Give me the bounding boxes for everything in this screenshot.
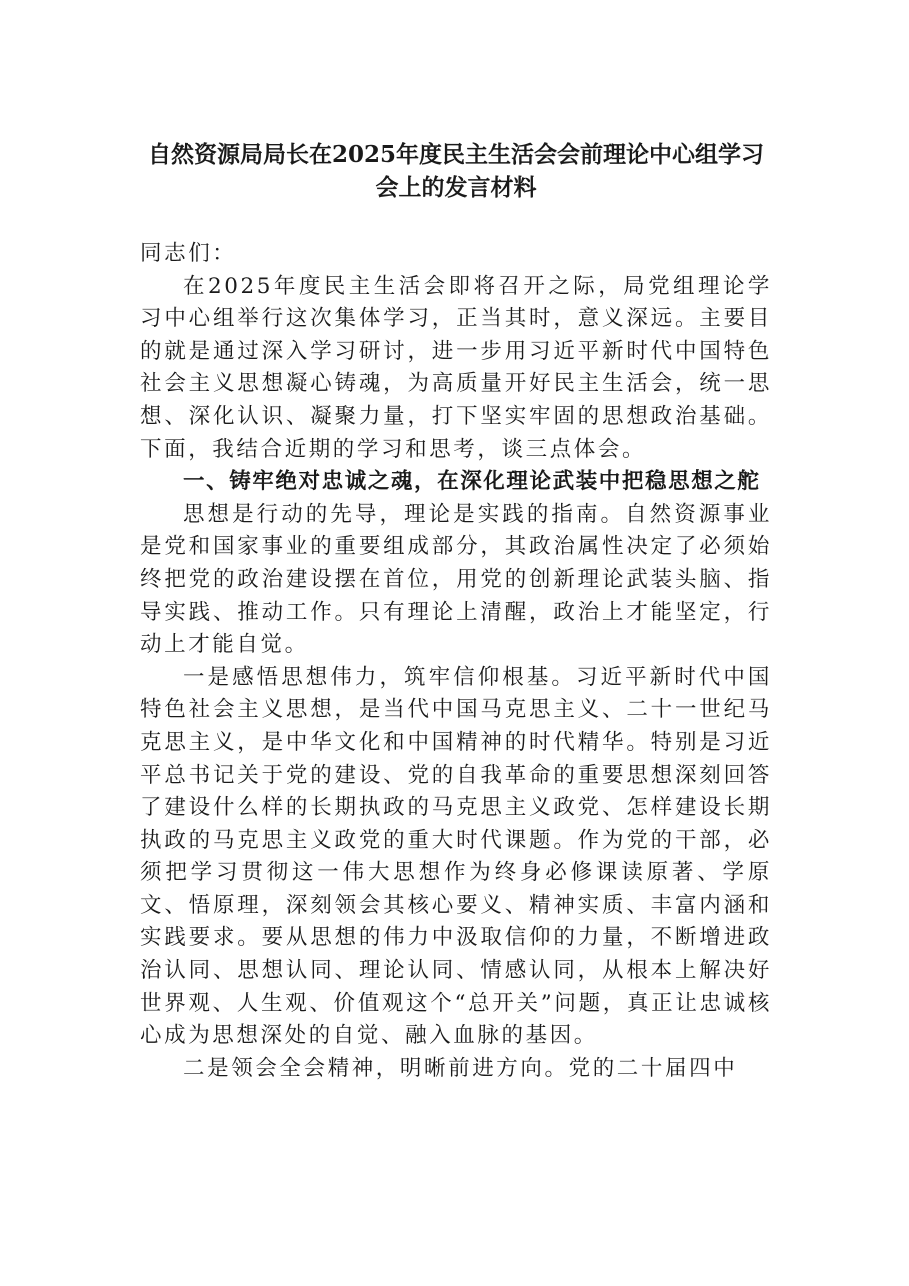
section-paragraph-2: 一是感悟思想伟力，筑牢信仰根基。习近平新时代中国特色社会主义思想，是当代中国马克思主义、二十一世纪马克思主义，是中华文化和中国精神的时代精华。特别是习近平总书记关于党的建设、党的自我革命的重要思想深刻回答了建设什么样的长期执政的马克思主义政党、怎样建设长期执政的马克思主义政党的重大时代课题。作为党的干部，必须把学习贯彻这一伟大思想作为终身必修课读原著、学原文、悟原理，深刻领会其核心要义、精神实质、丰富内涵和实践要求。要从思想的伟力中汲取信仰的力量，不断增进政治认同、思想认同、理论认同、情感认同，从根本上解决好世界观、人生观、价值观这个“总开关”问题，真正让忠诚核心成为思想深处的自觉、融入血脉的基因。	[140, 664, 772, 1049]
salutation: 同志们：	[140, 241, 237, 266]
section-paragraph-3: 二是领会全会精神，明晰前进方向。党的二十届四中	[183, 1055, 738, 1081]
document-page	[140, 138, 772, 1085]
intro-paragraph: 在2025年度民主生活会即将召开之际，局党组理论学习中心组举行这次集体学习，正当其时，意义深远。主要目的就是通过深入学习研讨，进一步用习近平新时代中国特色社会主义思想凝心铸魂，为高质量开好民主生活会，统一思想、深化认识、凝聚力量，打下坚实牢固的思想政治基础。下面，我结合近期的学习和思考，谈三点体会。	[140, 273, 772, 462]
document-title: 自然资源局局长在2025年度民主生活会会前理论中心组学习会上的发言材料	[147, 141, 764, 201]
section-paragraph-1: 思想是行动的先导，理论是实践的指南。自然资源事业是党和国家事业的重要组成部分，其政治属性决定了必须始终把党的政治建设摆在首位，用党的创新理论武装头脑、指导实践、推动工作。只有理论上清醒，政治上才能坚定，行动上才能自觉。	[140, 501, 772, 658]
section-heading: 一、铸牢绝对忠诚之魂，在深化理论武装中把稳思想之舵	[183, 469, 761, 495]
